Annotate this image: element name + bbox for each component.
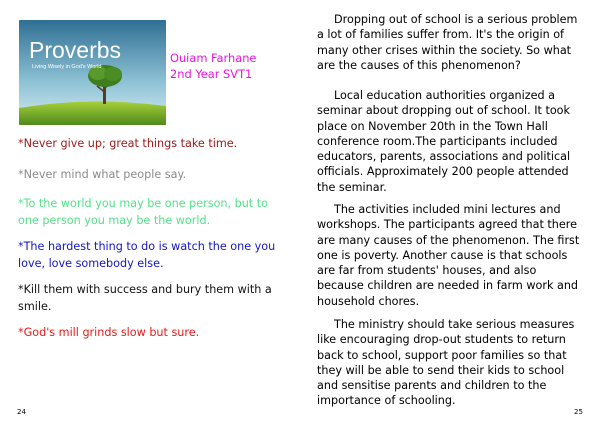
page-number-right: 25 xyxy=(574,408,583,416)
paragraph-4: The ministry should take serious measures like encouraging drop-out students to return back to school, support poor families so that they will be able to send their kids to school and sensitise parents and children to the importance of schooling. xyxy=(317,318,575,408)
author-name: Ouiam Farhane xyxy=(170,51,257,65)
author-info xyxy=(170,50,256,82)
quote-1: *Never give up; great things take time. xyxy=(18,137,238,150)
quote-4: *The hardest thing to do is watch the one you love, love somebody else. xyxy=(18,240,276,270)
page-number-left: 24 xyxy=(17,408,26,416)
paragraph-3: The activities included mini lectures and workshops. The participants agreed that there are many causes of the phenomenon. The first one is poverty. Another cause is that schools are far from students' houses, and also because children are needed in farm work and household chores. xyxy=(317,203,580,308)
proverbs-cover-image xyxy=(19,20,166,125)
author-class: 2nd Year SVT1 xyxy=(170,67,253,81)
quote-6: *God's mill grinds slow but sure. xyxy=(18,326,200,339)
paragraph-1: Dropping out of school is a serious problem a lot of families suffer from. It's the origin of many other crises within the society. So what are the causes of this phenomenon? xyxy=(317,13,578,72)
quote-2: *Never mind what people say. xyxy=(18,168,187,181)
cover-title: Proverbs xyxy=(29,37,122,63)
cover-subtitle: Living Wisely in God's World xyxy=(32,64,102,70)
right-page xyxy=(300,0,600,424)
paragraph-2: Local education authorities organized a seminar about dropping out of school. It took place on November 20th in the Town Hall conference room.The participants included educators, parents, associations and political officials. Approximately 200 people attended the seminar. xyxy=(317,89,571,194)
quote-3: *To the world you may be one person, but to one person you may be the world. xyxy=(18,197,268,227)
quote-5: *Kill them with success and bury them with a smile. xyxy=(18,283,272,313)
